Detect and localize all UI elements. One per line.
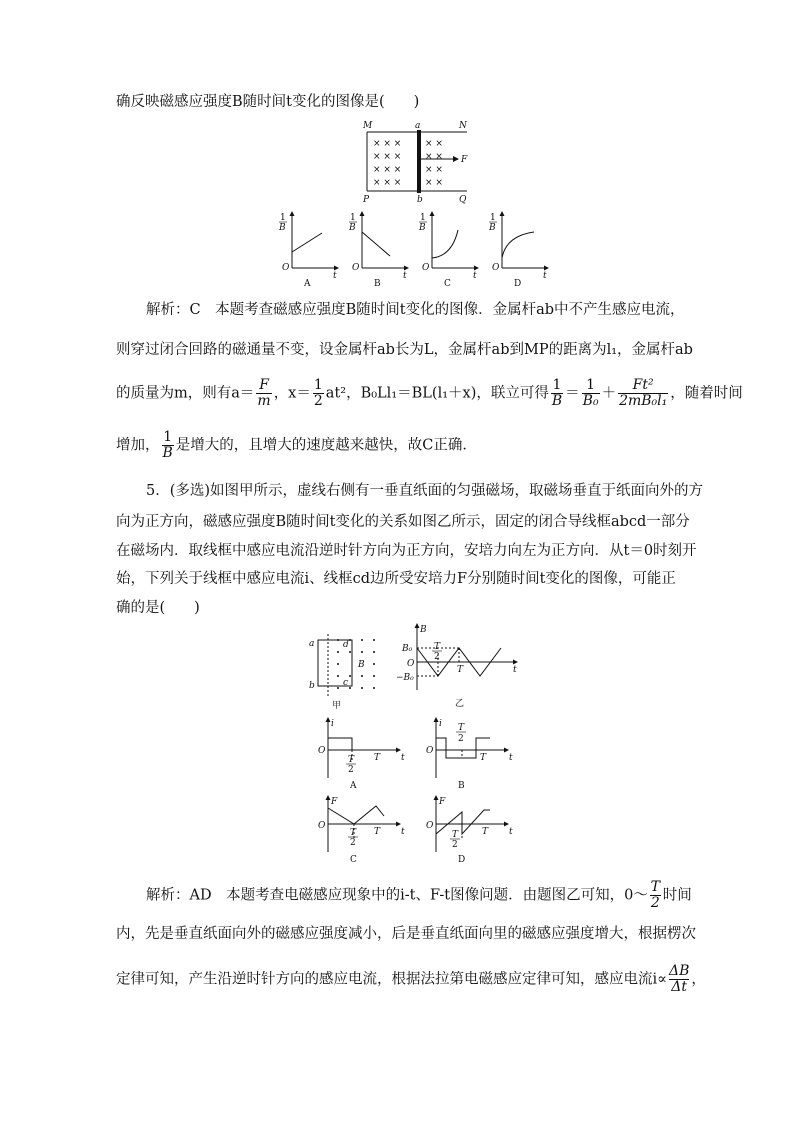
q5-graph-a [310,716,410,792]
svg-text:2: 2 [348,765,354,775]
option-d-caption: D [458,855,466,865]
option-d-caption: D [514,279,522,288]
q4-solution-line4: 增加， $\frac{1}{B}$ 是增大的，且增大的速度越来越快，故C正确． [116,429,477,461]
svg-text:F: F [331,797,338,807]
q5-graph-b [418,716,518,792]
svg-text:O: O [282,263,290,273]
q4-solution-line3: 的质量为m，则有a＝ $\frac{F}{m}$ ，x＝ $\frac{1}{2}$ at²，B₀Ll₁＝BL(l₁＋x)，联立可得 $\frac{1}{B}$ ＝ $\frac{1}{\text{B₀}}$ ＋ $\frac{\text{Ft²}}{\text{2mB₀l₁}}$ ，随着时间 [116,377,743,409]
q5-figure-jia [306,634,386,714]
q5-graph-c [310,794,410,866]
svg-text:2: 2 [458,734,464,744]
svg-text:b: b [309,681,315,691]
q4-circuit-figure [355,118,475,208]
option-b-caption: B [458,781,465,791]
graph-c [418,211,479,288]
svg-text:× ×: × × [425,165,443,175]
svg-text:× ×: × × [425,139,443,149]
svg-text:P: P [363,195,370,205]
svg-text:F: F [439,797,446,807]
svg-text:B: B [420,625,427,635]
svg-text:× × ×: × × × [373,178,402,188]
svg-text:t: t [401,753,405,763]
q4-solution-line1: 解析：C 本题考查磁感应强度B随时间t变化的图像．金属杆ab中不产生感应电流， [146,302,685,318]
svg-text:t: t [509,753,513,763]
option-b-caption: B [374,279,381,288]
q5-question-line5: 确的是( ) [116,600,200,616]
q5-question-line2: 向为正方向，磁感应强度B随时间t变化的关系如图乙所示，固定的闭合导线框abcd一部分 [116,514,690,530]
q4-question-tail: 确反映磁感应强度B随时间t变化的图像是( ) [116,94,420,110]
q5-graph-d [418,794,518,866]
svg-text:1: 1 [280,213,286,223]
svg-text:a: a [415,121,421,131]
svg-text:t: t [403,271,407,281]
svg-text:2: 2 [350,838,356,848]
svg-text:T: T [348,755,355,765]
svg-text:O: O [426,746,434,756]
svg-text:O: O [407,659,415,669]
jia-svg [306,634,386,714]
svg-text:B: B [279,223,286,233]
svg-text:× × ×: × × × [373,152,402,162]
caption-jia: 甲 [332,701,342,711]
circuit-svg [355,118,475,208]
svg-text:b: b [417,195,423,205]
q5-solution-line1: 解析：AD 本题考查电磁感应现象中的i-t、F-t图像问题．由题图乙可知，0～ $\frac{T}{2}$ 时间 [146,879,692,911]
svg-text:O: O [318,746,326,756]
svg-text:× ×: × × [425,152,443,162]
svg-text:T: T [480,753,487,763]
svg-text:B: B [489,223,496,233]
svg-text:t: t [509,827,513,837]
svg-text:a: a [309,639,315,649]
q5-question-line1: 5．(多选)如图甲所示，虚线右侧有一垂直纸面的匀强磁场，取磁场垂直于纸面向外的方 [146,483,704,499]
svg-text:B: B [349,223,356,233]
svg-text:O: O [422,263,430,273]
q5-solution-line2: 内，先是垂直纸面向外的磁感应强度减小，后是垂直纸面向里的磁感应强度增大，根据楞次 [116,926,696,942]
svg-text:N: N [459,121,467,131]
svg-text:t: t [513,665,517,675]
svg-text:d: d [343,640,349,650]
svg-text:T: T [482,827,489,837]
svg-text:× ×: × × [425,178,443,188]
svg-text:M: M [363,121,373,131]
force-label: F [461,155,468,165]
svg-text:2: 2 [434,652,440,662]
svg-text:O: O [352,263,360,273]
option-a-caption: A [304,279,311,288]
q5-solution-line3: 定律可知，产生沿逆时针方向的感应电流，根据法拉第电磁感应定律可知，感应电流i∝ $\frac{\Delta B}{\Delta t}$ ， [116,963,706,995]
svg-text:T: T [374,753,381,763]
svg-text:× × ×: × × × [373,165,402,175]
svg-text:t: t [473,271,477,281]
caption-yi: 乙 [455,699,465,709]
svg-text:T: T [434,642,441,652]
svg-text:T: T [457,665,464,675]
svg-text:T: T [458,723,465,733]
svg-text:T: T [350,828,357,838]
svg-text:t: t [543,271,547,281]
svg-text:× × ×: × × × [373,139,402,149]
svg-text:Q: Q [459,195,467,205]
q5-figure-yi [395,620,525,710]
option-a-caption: A [350,781,357,791]
svg-text:1: 1 [490,213,496,223]
option-c-caption: C [350,855,357,865]
graph-a [278,211,339,288]
svg-text:i: i [439,719,442,729]
yi-svg [395,620,525,710]
svg-text:t: t [333,271,337,281]
svg-text:O: O [492,263,500,273]
svg-text:T: T [374,827,381,837]
svg-text:t: t [401,827,405,837]
svg-text:B: B [419,223,426,233]
svg-text:i: i [331,719,334,729]
svg-text:c: c [343,678,349,688]
svg-text:1: 1 [420,213,426,223]
graph-d [488,211,549,288]
svg-text:O: O [426,821,434,831]
option-c-caption: C [444,279,451,288]
svg-text:−B₀: −B₀ [396,673,414,683]
svg-text:1: 1 [350,213,356,223]
q4-solution-line2: 则穿过闭合回路的磁通量不变，设金属杆ab长为L，金属杆ab到MP的距离为l₁，金属杆ab [116,342,693,358]
svg-text:B: B [358,660,365,670]
q4-option-graphs [278,208,558,288]
svg-text:2: 2 [452,840,458,850]
svg-text:T: T [452,830,459,840]
svg-text:O: O [318,821,326,831]
svg-text:B₀: B₀ [402,644,413,654]
q4-graphs-svg [278,208,558,288]
graph-b [348,211,409,288]
q5-question-line4: 始，下列关于线框中感应电流i、线框cd边所受安培力F分别随时间t变化的图像，可能正 [116,571,676,587]
q5-question-line3: 在磁场内．取线框中感应电流沿逆时针方向为正方向，安培力向左为正方向．从t＝0时刻开 [116,543,697,559]
